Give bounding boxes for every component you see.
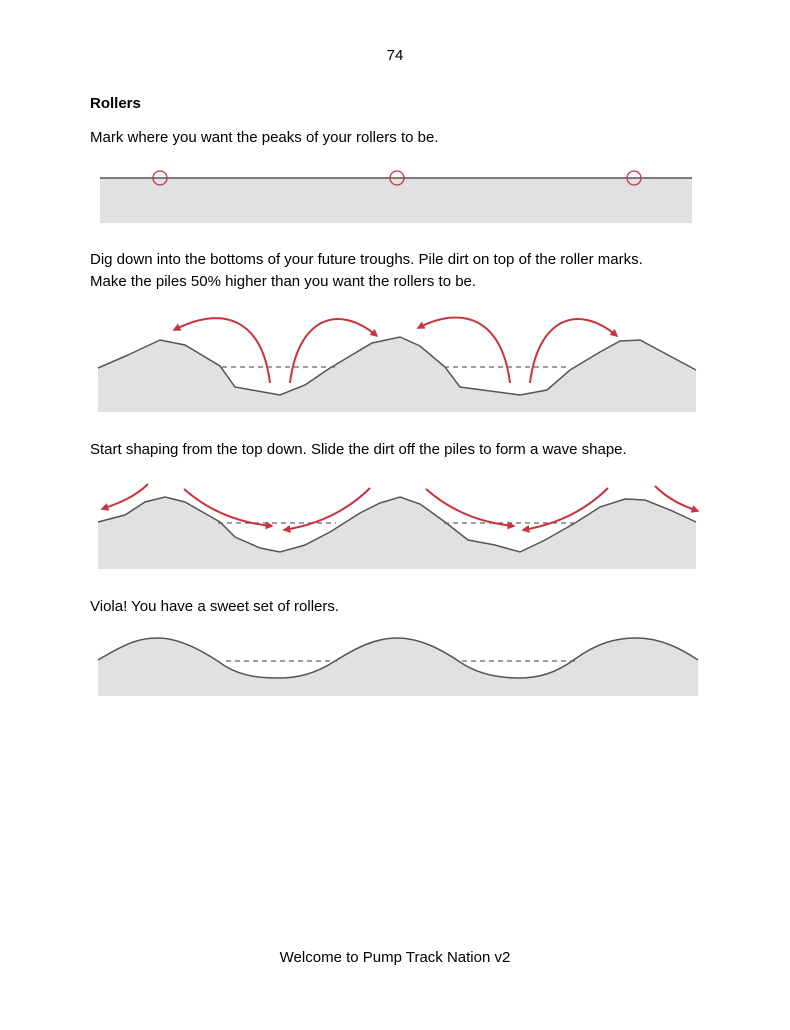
- instruction-dig-line2: Make the piles 50% higher than you want the rollers to be.: [90, 273, 477, 290]
- instruction-finished: Viola! You have a sweet set of rollers.: [90, 598, 340, 615]
- page-number: 74: [386, 47, 404, 64]
- section-heading: Rollers: [90, 95, 141, 112]
- instruction-dig-line1: Dig down into the bottoms of your future troughs. Pile dirt on top of the roller marks.: [90, 251, 643, 268]
- instruction-mark-peaks: Mark where you want the peaks of your rollers to be.: [90, 129, 439, 146]
- ground: [98, 638, 698, 696]
- instruction-shape: Start shaping from the top down. Slide the dirt off the piles to form a wave shape.: [90, 441, 627, 458]
- page-footer: Welcome to Pump Track Nation v2: [279, 949, 511, 966]
